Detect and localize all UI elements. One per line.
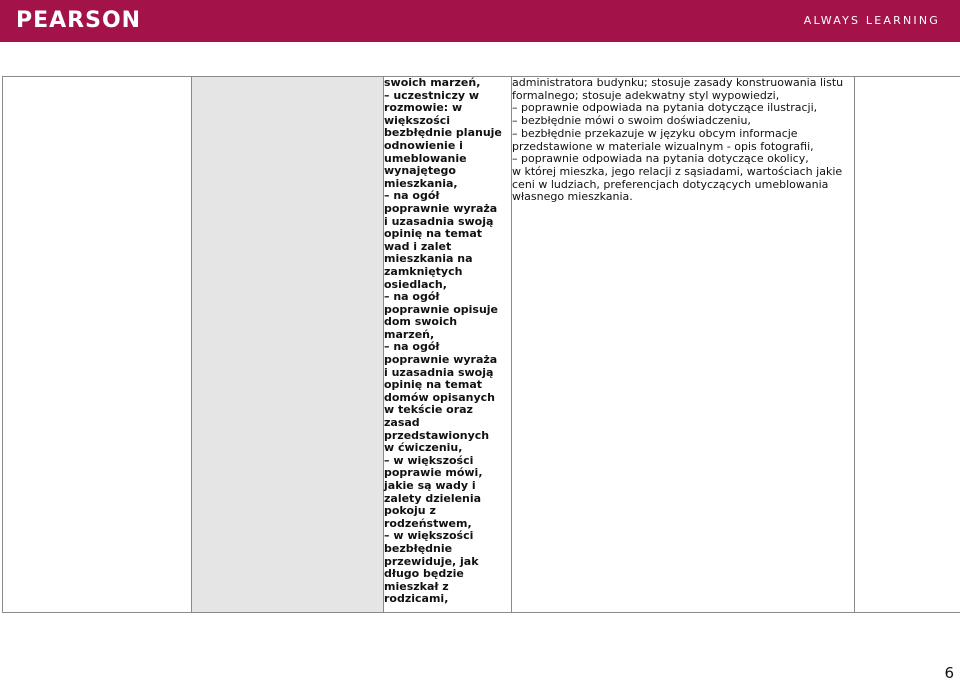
text-line: formalnego; stosuje adekwatny styl wypowiedzi,	[512, 90, 854, 103]
text-line: bezbłędnie planuje	[384, 127, 511, 140]
text-line: i uzasadnia swoją	[384, 367, 511, 380]
text-line: – poprawnie odpowiada na pytania dotyczące ilustracji,	[512, 102, 854, 115]
table-cell-empty	[855, 77, 960, 613]
text-line: – w większości	[384, 455, 511, 468]
text-line: – na ogół	[384, 291, 511, 304]
text-line: zamkniętych	[384, 266, 511, 279]
text-line: umeblowanie	[384, 153, 511, 166]
text-line: – na ogół	[384, 190, 511, 203]
text-line: bezbłędnie	[384, 543, 511, 556]
text-line: – bezbłędnie przekazuje w języku obcym informacje	[512, 128, 854, 141]
text-line: w której mieszka, jego relacji z sąsiadami, wartościach jakie	[512, 166, 854, 179]
pearson-logo: PEARSON	[16, 9, 141, 33]
text-line: przedstawionych	[384, 430, 511, 443]
bold-requirements-list	[384, 77, 511, 606]
text-line: przewiduje, jak	[384, 556, 511, 569]
requirements-list	[512, 77, 854, 204]
text-line: opinię na temat	[384, 228, 511, 241]
text-line: – poprawnie odpowiada na pytania dotyczące okolicy,	[512, 153, 854, 166]
text-line: przedstawione w materiale wizualnym - opis fotografii,	[512, 141, 854, 154]
text-line: w ćwiczeniu,	[384, 442, 511, 455]
text-line: – w większości	[384, 530, 511, 543]
text-line: rodzeństwem,	[384, 518, 511, 531]
table-cell-shaded	[192, 77, 384, 613]
header-bar	[0, 0, 960, 42]
text-line: poprawnie opisuje	[384, 304, 511, 317]
page-number: 6	[944, 665, 954, 681]
text-line: w tekście oraz	[384, 404, 511, 417]
table-cell-bold-requirements	[384, 77, 512, 613]
text-line: – bezbłędnie mówi o swoim doświadczeniu,	[512, 115, 854, 128]
table-row	[3, 77, 960, 613]
text-line: mieszkania na	[384, 253, 511, 266]
content-table	[2, 76, 960, 613]
text-line: swoich marzeń,	[384, 77, 511, 90]
table-cell-empty	[3, 77, 192, 613]
text-line: rodzicami,	[384, 593, 511, 606]
text-line: wynajętego	[384, 165, 511, 178]
text-line: rozmowie: w	[384, 102, 511, 115]
text-line: długo będzie	[384, 568, 511, 581]
text-line: zalety dzielenia	[384, 493, 511, 506]
text-line: wad i zalet	[384, 241, 511, 254]
text-line: własnego mieszkania.	[512, 191, 854, 204]
tagline: ALWAYS LEARNING	[804, 14, 940, 28]
text-line: domów opisanych	[384, 392, 511, 405]
text-line: pokoju z	[384, 505, 511, 518]
text-line: i uzasadnia swoją	[384, 216, 511, 229]
text-line: opinię na temat	[384, 379, 511, 392]
table-cell-requirements	[512, 77, 855, 613]
text-line: jakie są wady i	[384, 480, 511, 493]
text-line: mieszkał z	[384, 581, 511, 594]
text-line: mieszkania,	[384, 178, 511, 191]
text-line: – na ogół	[384, 341, 511, 354]
text-line: dom swoich	[384, 316, 511, 329]
text-line: zasad	[384, 417, 511, 430]
text-line: osiedlach,	[384, 279, 511, 292]
text-line: administratora budynku; stosuje zasady konstruowania listu	[512, 77, 854, 90]
text-line: poprawnie wyraża	[384, 354, 511, 367]
text-line: – uczestniczy w	[384, 90, 511, 103]
text-line: poprawie mówi,	[384, 467, 511, 480]
text-line: poprawnie wyraża	[384, 203, 511, 216]
text-line: odnowienie i	[384, 140, 511, 153]
text-line: marzeń,	[384, 329, 511, 342]
text-line: ceni w ludziach, preferencjach dotyczących umeblowania	[512, 179, 854, 192]
text-line: większości	[384, 115, 511, 128]
